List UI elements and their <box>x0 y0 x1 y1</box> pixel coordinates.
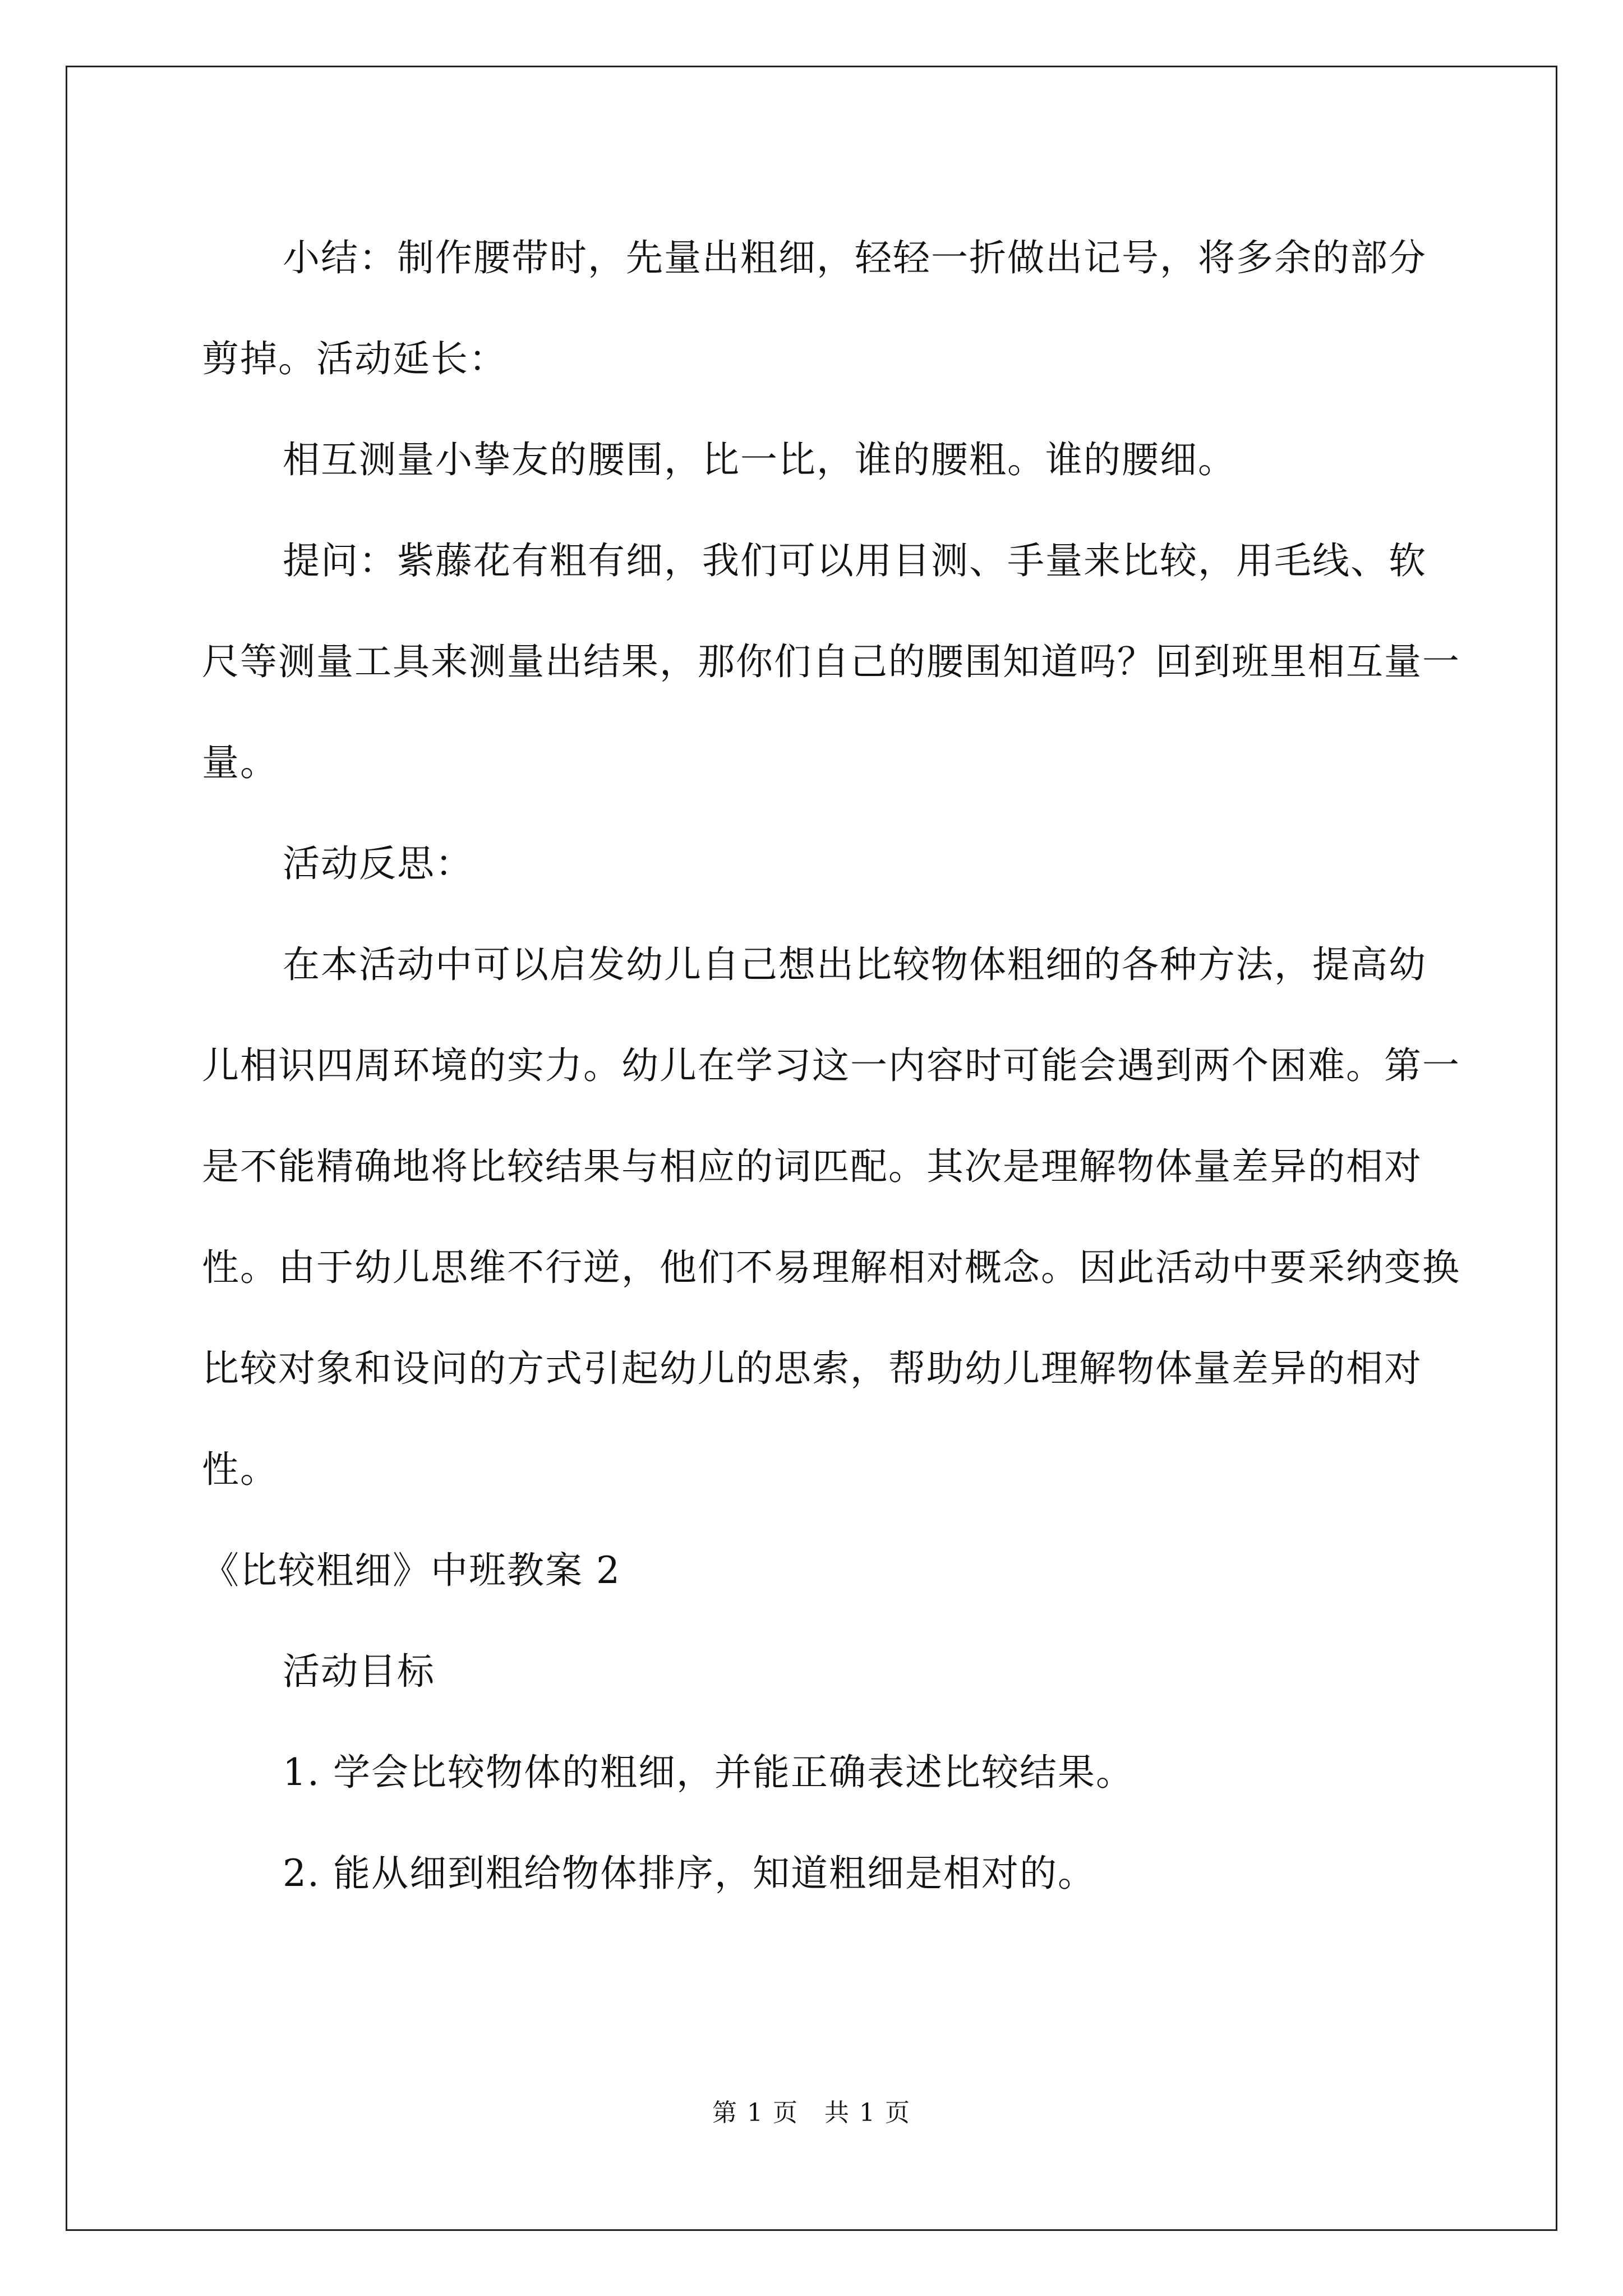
lesson-2-title: 《比较粗细》中班教案 2 <box>202 1549 621 1592</box>
paragraph-measure: 相互测量小挚友的腰围，比一比，谁的腰粗。谁的腰细。 <box>283 438 1236 481</box>
paragraph-reflection: 在本活动中可以启发幼儿自己想出比较物体粗细的各种方法，提高幼儿相识四周环境的实力。幼儿在学习这一内容时可能会遇到两个困难。第一是不能精确地将比较结果与相应的词匹配。其次是理解物体量差异的相对性。由于幼儿思维不行逆，他们不易理解相对概念。因此活动中要采纳变换比较对象和设问的方式引起幼儿的思索，帮助幼儿理解物体量差异的相对性。 <box>202 943 1460 1491</box>
goal-item-1: 1. 学会比较物体的粗细，并能正确表述比较结果。 <box>283 1751 1134 1794</box>
paragraph-question: 提问：紫藤花有粗有细，我们可以用目测、手量来比较，用毛线、软尺等测量工具来测量出结果，那你们自己的腰围知道吗？回到班里相互量一量。 <box>202 539 1460 784</box>
goal-item-2: 2. 能从细到粗给物体排序，知道粗细是相对的。 <box>283 1852 1096 1895</box>
page-number-footer: 第 1 页 共 1 页 <box>712 2099 911 2127</box>
document-body <box>202 208 1464 1924</box>
heading-goals: 活动目标 <box>283 1650 435 1693</box>
paragraph-summary: 小结：制作腰带时，先量出粗细，轻轻一折做出记号，将多余的部分剪掉。活动延长： <box>202 236 1427 380</box>
heading-reflection: 活动反思： <box>283 842 473 885</box>
